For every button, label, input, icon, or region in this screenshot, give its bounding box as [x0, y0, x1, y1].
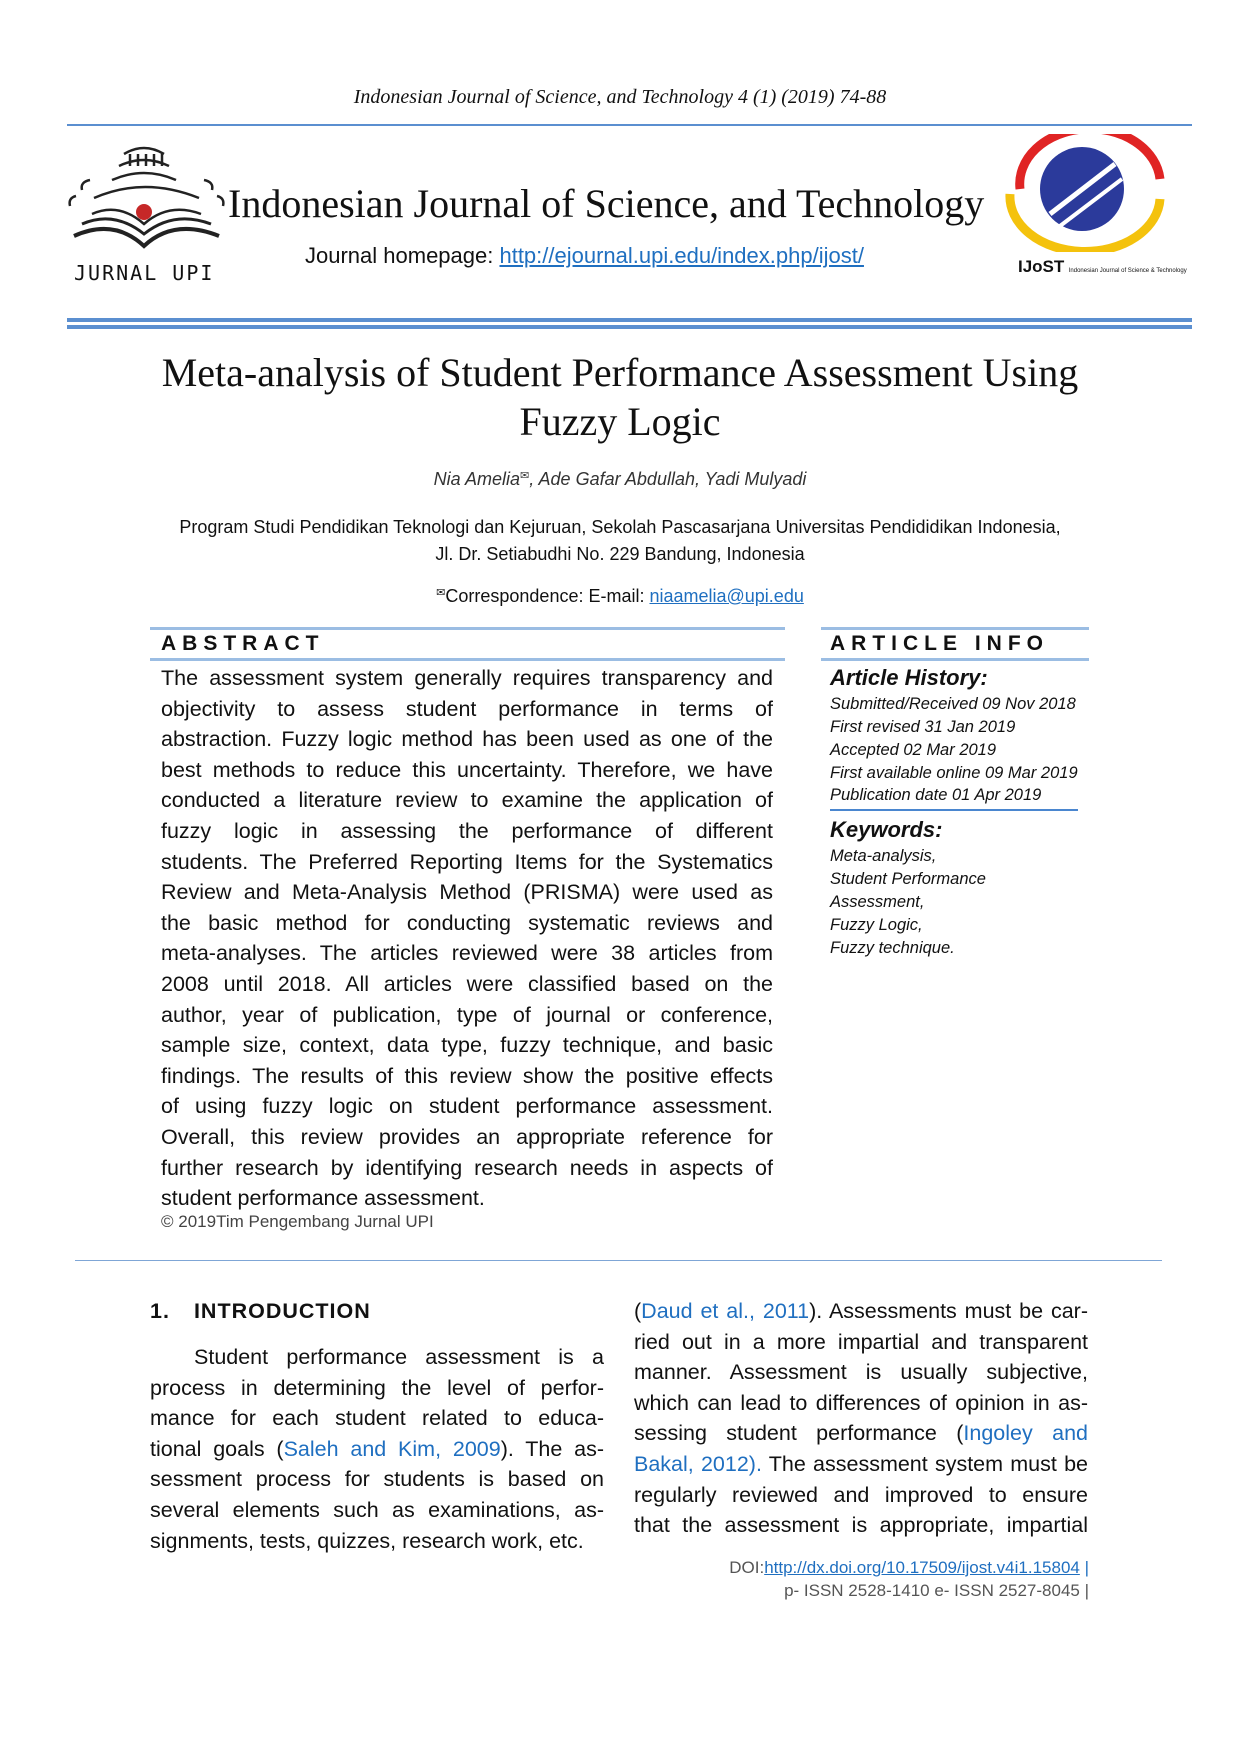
- keywords-heading: Keywords:: [830, 817, 943, 842]
- ijost-logo-text: IJoST: [1018, 257, 1065, 276]
- abstract-line: Review and Meta-Analysis Method (PRISMA) were used as: [161, 880, 773, 905]
- history-item: First revised 31 Jan 2019: [830, 718, 1016, 736]
- correspondence-label: Correspondence: E-mail:: [445, 586, 650, 606]
- abstract-heading: ABSTRACT: [161, 632, 325, 655]
- affiliation-line: Program Studi Pendidikan Teknologi dan Kejuruan, Sekolah Pascasarjana Universitas Pendididikan Indonesia,: [179, 517, 1061, 537]
- abstract-line: fuzzy logic in assessing the performance of different: [161, 819, 773, 843]
- paragraph-line: [150, 1376, 604, 1401]
- abstract-line: further research by identifying research needs in aspects of: [161, 1155, 773, 1180]
- keyword-item: Meta-analysis,: [830, 847, 937, 865]
- section-number: 1.: [150, 1299, 170, 1323]
- text-segment: (: [634, 1299, 642, 1323]
- paragraph-line: [634, 1391, 1088, 1416]
- paragraph-line: [150, 1467, 604, 1492]
- text-segment: ). Assessments must be car-: [809, 1299, 1089, 1323]
- keyword-item: Student Performance: [830, 870, 986, 888]
- author-first: Nia Amelia: [433, 469, 520, 489]
- abstract-line: findings. The results of this review show the positive effects: [161, 1063, 773, 1088]
- abstract-rule-bottom: [150, 658, 785, 661]
- section-title: INTRODUCTION: [193, 1299, 371, 1323]
- article-info-rule-bottom: [821, 658, 1089, 661]
- text-segment: which can lead to differences of opinion in as-: [634, 1390, 1088, 1415]
- article-info-heading: ARTICLE INFO: [830, 632, 1049, 655]
- history-item: Accepted 02 Mar 2019: [830, 741, 997, 759]
- introduction-heading: [150, 1299, 371, 1324]
- text-segment: ). The as-: [500, 1436, 604, 1461]
- correspondence: [0, 586, 1240, 607]
- abstract-line: of using fuzzy logic on student performance assessment.: [161, 1094, 773, 1119]
- abstract-line: The assessment system generally requires transparency and: [161, 666, 773, 690]
- jurnal-upi-logo-text: JURNAL UPI: [74, 261, 215, 285]
- ijost-logo-subtext: Indonesian Journal of Science & Technology: [1068, 268, 1187, 274]
- abstract-line: objectivity to assess student performance in terms of: [161, 696, 773, 721]
- text-segment: Student performance assessment is a: [194, 1345, 604, 1369]
- section-separator: [75, 1260, 1162, 1261]
- ijost-logo: [1000, 134, 1187, 284]
- text-segment: tional goals (: [150, 1436, 284, 1461]
- citation-link[interactable]: Daud et al., 2011: [641, 1299, 810, 1323]
- keyword-item: Fuzzy technique.: [830, 939, 955, 957]
- citation-link[interactable]: Saleh and Kim, 2009: [283, 1436, 501, 1461]
- text-segment: process in determining the level of perfor-: [150, 1375, 604, 1400]
- text-segment: that the assessment is appropriate, impartial: [634, 1513, 1088, 1538]
- affiliation: [120, 514, 1120, 568]
- paragraph-line: [634, 1452, 1088, 1477]
- abstract-line: Overall, this review provides an appropriate reference for: [161, 1125, 773, 1149]
- masthead-rule-top: [67, 318, 1192, 322]
- homepage-label: Journal homepage:: [305, 243, 500, 268]
- masthead-rule-bottom: [67, 325, 1192, 329]
- correspondence-email-link[interactable]: niaamelia@upi.edu: [649, 586, 804, 606]
- envelope-icon: ✉: [519, 470, 530, 482]
- article-history-heading: Article History:: [830, 665, 988, 690]
- citation-link[interactable]: Ingoley and: [963, 1421, 1088, 1446]
- abstract-line: students. The Preferred Reporting Items for the Systematics: [161, 849, 773, 874]
- authors: [0, 469, 1240, 490]
- keyword-item: Fuzzy Logic,: [830, 916, 923, 934]
- journal-title: Indonesian Journal of Science, and Technology: [228, 181, 985, 226]
- envelope-icon: ✉: [436, 587, 446, 599]
- abstract-line: the basic method for conducting systematic reviews and: [161, 910, 773, 935]
- abstract-line: meta-analyses. The articles reviewed were 38 articles from: [161, 941, 773, 966]
- history-item: First available online 09 Mar 2019: [830, 764, 1078, 782]
- copyright: © 2019Tim Pengembang Jurnal UPI: [161, 1212, 434, 1231]
- citation-link[interactable]: Bakal, 2012).: [634, 1452, 762, 1476]
- history-rule: [830, 809, 1078, 811]
- doi-line: [729, 1558, 1089, 1578]
- abstract-line: abstraction. Fuzzy logic method has been used as one of the: [161, 727, 773, 752]
- abstract-line: student performance assessment.: [161, 1186, 485, 1211]
- text-segment: signments, tests, quizzes, research work, etc.: [150, 1528, 584, 1553]
- paragraph-line: [150, 1529, 604, 1554]
- doi-separator: |: [1079, 1558, 1089, 1577]
- paragraph-line: [150, 1437, 604, 1462]
- text-segment: sessment process for students is based on: [150, 1467, 604, 1492]
- article-title: [120, 348, 1120, 446]
- title-line: Fuzzy Logic: [519, 399, 721, 444]
- abstract-line: conducted a literature review to examine the application of: [161, 788, 773, 813]
- text-segment: several elements such as examinations, as-: [150, 1498, 604, 1522]
- keyword-item: Assessment,: [830, 893, 925, 911]
- paragraph-line: [150, 1498, 604, 1523]
- paragraph-line: [634, 1421, 1088, 1446]
- journal-homepage: [305, 243, 864, 269]
- abstract-rule-top: [150, 627, 785, 630]
- text-segment: manner. Assessment is usually subjective,: [634, 1360, 1088, 1385]
- paragraph-line: [634, 1513, 1088, 1538]
- text-segment: mance for each student related to educa-: [150, 1406, 604, 1431]
- abstract-line: best methods to reduce this uncertainty. Therefore, we have: [161, 757, 773, 782]
- title-line: Meta-analysis of Student Performance Assessment Using: [161, 350, 1079, 395]
- history-item: Submitted/Received 09 Nov 2018: [830, 695, 1076, 713]
- doi-link[interactable]: http://dx.doi.org/10.17509/ijost.v4i1.15804: [764, 1558, 1080, 1577]
- abstract-line: author, year of publication, type of journal or conference,: [161, 1002, 773, 1027]
- text-segment: regularly reviewed and improved to ensure: [634, 1482, 1088, 1507]
- jurnal-upi-logo: [64, 136, 229, 286]
- doi-label: DOI:: [729, 1558, 765, 1577]
- paragraph-line: [634, 1483, 1088, 1508]
- homepage-link[interactable]: http://ejournal.upi.edu/index.php/ijost/: [499, 243, 864, 268]
- text-segment: sessing student performance (: [634, 1421, 964, 1446]
- text-segment: The assessment system must be: [761, 1452, 1088, 1476]
- paragraph-line: [150, 1406, 604, 1431]
- author-rest: , Ade Gafar Abdullah, Yadi Mulyadi: [529, 469, 807, 489]
- abstract-line: 2008 until 2018. All articles were classified based on the: [161, 972, 773, 996]
- abstract-line: sample size, context, data type, fuzzy technique, and basic: [161, 1033, 773, 1058]
- paragraph-line: [634, 1330, 1088, 1355]
- running-header: Indonesian Journal of Science, and Technology 4 (1) (2019) 74-88: [353, 86, 887, 108]
- text-segment: ried out in a more impartial and transparent: [634, 1329, 1088, 1354]
- paragraph-line: [194, 1345, 604, 1370]
- header-rule: [67, 124, 1192, 126]
- history-item: Publication date 01 Apr 2019: [830, 786, 1042, 804]
- paragraph-line: [634, 1360, 1088, 1385]
- issn-line: p- ISSN 2528-1410 e- ISSN 2527-8045 |: [784, 1581, 1089, 1600]
- paragraph-line: [634, 1299, 1088, 1324]
- affiliation-line: Jl. Dr. Setiabudhi No. 229 Bandung, Indonesia: [435, 544, 805, 564]
- article-info-rule-top: [821, 627, 1089, 630]
